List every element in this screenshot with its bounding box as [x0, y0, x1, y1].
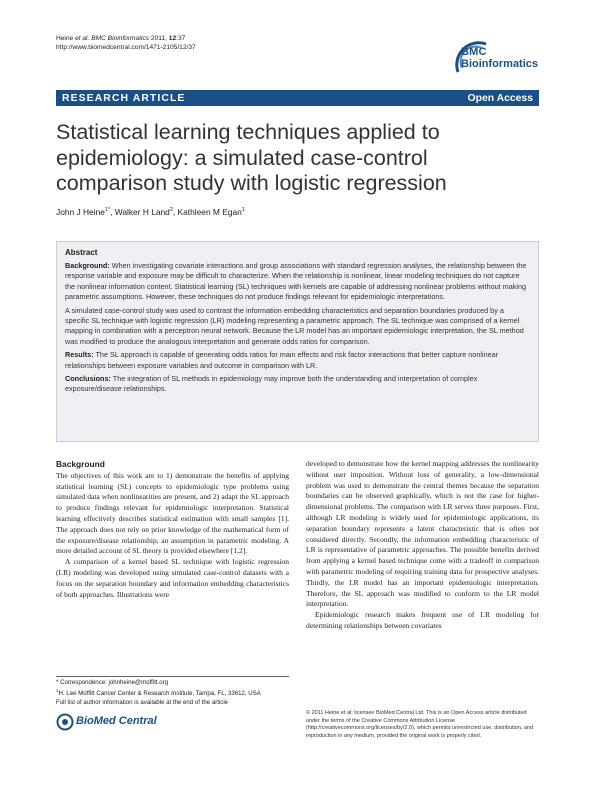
- paper-title: Statistical learning techniques applied to epidemiology: a simulated case-control comparison study with logistic regression: [56, 120, 447, 195]
- author-name[interactable]: John J Heine: [56, 207, 105, 217]
- author-affiliation-mark: 1*: [104, 207, 111, 214]
- author-info-note: Full list of author information is available at the end of the article: [56, 698, 229, 706]
- article-type: RESEARCH ARTICLE: [62, 92, 186, 104]
- running-header-citation: [56, 34, 196, 52]
- author-list: [56, 207, 245, 217]
- citation-etal: et al.: [75, 35, 90, 42]
- body-paragraph: developed to demonstrate how the kernel mapping addresses the nonlinearity without user imposition. Without loss of generality, a low-dimensional problem was used to demonstrate the central themes because the separation boundaries can be observed graphically, which is not the case for higher-dimensional problems. The comparison with LR serves three purposes. First, although LR modeling is widely used for epidemiologic applications, its separation boundary represents a latent characteristic that is often not considered directly. Secondly, the information embedding characteristic of LR is representative of parametric approaches. The possible benefits derived from applying a kernel based technique come with a tradeoff in comparison with parametric modeling of requiring training data for prospective analyses. Thirdly, the LR model has an important epidemiologic interpretation. Therefore, the SL approach was modified to conform to the LR model interpretation.: [306, 459, 539, 609]
- citation-url[interactable]: http://www.biomedcentral.com/1471-2105/12/37: [56, 44, 196, 51]
- author-affiliation-mark: 1: [241, 207, 245, 214]
- section-heading-background: Background: [56, 459, 105, 469]
- license-statement: © 2011 Heine et al; licensee BioMed Central Ltd. This is an Open Access article distributed under the terms of the Creative Commons Attribution License (http://creativecommons.org/licenses/by/2.0), which permits unrestricted use, distribution, and reproduction in any medium, provided the original work is properly cited.: [306, 710, 534, 739]
- citation-line-1: [56, 34, 196, 43]
- affiliation-text: H. Lee Moffitt Cancer Center & Research Institute, Tampa, FL, 33612, USA: [58, 690, 261, 698]
- citation-issue: :37: [176, 35, 186, 42]
- affiliation-note: [56, 687, 296, 698]
- body-paragraph: Epidemiologic research makes frequent use of LR modeling for determining relationships between covariates: [306, 610, 539, 630]
- abstract-results-label: Results:: [65, 350, 94, 360]
- abstract-conclusions-label: Conclusions:: [65, 374, 111, 384]
- body-column-right: [306, 459, 539, 632]
- abstract-results: [65, 350, 530, 371]
- correspondence-note[interactable]: * Correspondence: johnheine@moffitt.org: [56, 679, 169, 686]
- journal-logo-name: Bioinformatics: [461, 58, 539, 70]
- body-column-left: [56, 459, 289, 600]
- abstract-results-text: The SL approach is capable of generating odds ratios for main effects and risk factor interactions that better capture nonlinear relationships between exposure variables and outcome in comparison with LR.: [65, 350, 499, 370]
- abstract-conclusions: [65, 374, 530, 395]
- open-access-badge: Open Access: [467, 92, 533, 104]
- abstract-conclusions-text: The integration of SL methods in epidemiology may improve both the understanding and interpretation of complex exposure/disease relationships.: [65, 374, 478, 394]
- abstract-background-text: When investigating covariate interactions and group associations with standard regression analyses, the relationship between the response variable and exposure may be difficult to characterize. When the relationship is nonlinear, linear modeling techniques do not capture the nonlinear information content. Statistical learning (SL) techniques with kernels are capable of addressing nonlinear problems without making parametric assumptions. However, these techniques do not produce findings relevant for epidemiologic interpretations.: [65, 261, 527, 302]
- abstract-background: [65, 261, 530, 303]
- publisher-logo-text: BioMed Central: [76, 715, 157, 727]
- body-paragraph: A comparison of a kernel based SL technique with logistic regression (LR) modeling was developed using simulated case-control datasets with a focus on the separation boundary and information embedding characteristics of both approaches. Illustrations were: [56, 557, 289, 599]
- abstract-background-label: Background:: [65, 261, 110, 270]
- body-paragraph: The objectives of this work are to 1) demonstrate the benefits of applying statistical learning (SL) concepts to epidemiologic type problems using simulated data when nonlinearities are present, and 2) adapt the SL approach to produce findings relevant for epidemiologic interpretation. Statistical learning effectively describes statistical estimation with small samples [1]. The approach does not rely on prior knowledge of the mathematical form of the exposure/disease relationship, an assumption in parametric modeling. A more detailed account of SL theory is provided elsewhere [1,2].: [56, 470, 289, 556]
- footnotes: [56, 679, 296, 707]
- journal-logo-bmc: BMC: [461, 46, 487, 58]
- abstract-box: [56, 241, 539, 442]
- citation-year: 2011,: [149, 35, 169, 42]
- publisher-logo: [56, 713, 176, 731]
- author-name[interactable]: , Kathleen M Egan: [172, 207, 242, 217]
- citation-authors: Heine: [56, 35, 76, 42]
- citation-journal: BMC Bioinformatics: [89, 35, 150, 42]
- journal-logo: [452, 38, 562, 78]
- author-affiliation-mark: 2: [169, 207, 173, 214]
- citation-volume: 12: [168, 35, 177, 42]
- footnote-divider: [56, 676, 289, 677]
- abstract-heading: Abstract: [65, 248, 98, 257]
- article-banner: [56, 90, 539, 106]
- affiliation-mark: 1: [56, 688, 59, 694]
- author-name[interactable]: , Walker H Land: [110, 207, 170, 217]
- abstract-background-2: A simulated case-control study was used to contrast the information embedding characteristics and separation boundaries produced by a specific SL technique with logistic regression (LR) modeling representing a parametric approach. The SL technique was comprised of a kernel mapping in combination with a perceptron neural network. Because the LR model has an important epidemiologic interpretation, the SL method was modified to produce the analogous interpretation and generate odds ratios for comparison.: [65, 305, 524, 346]
- publisher-logo-icon: [56, 713, 74, 731]
